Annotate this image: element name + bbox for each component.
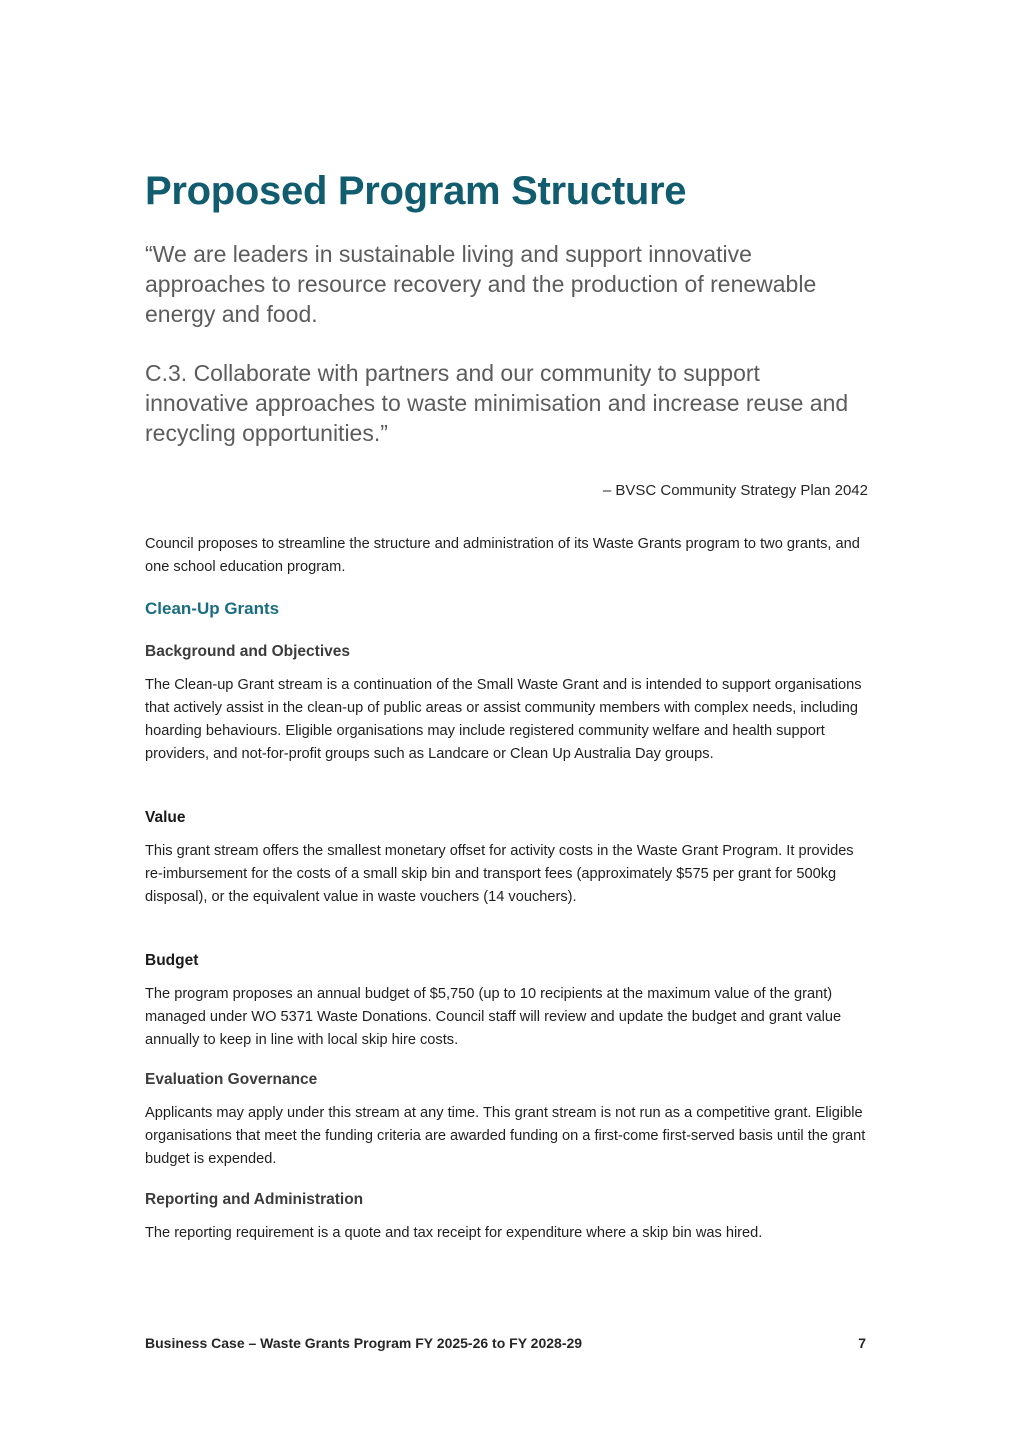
footer-document-title: Business Case – Waste Grants Program FY 2025-26 to FY 2028-29 xyxy=(145,1335,583,1351)
subheading-reporting-administration: Reporting and Administration xyxy=(145,1191,364,1208)
subheading-budget: Budget xyxy=(145,952,199,969)
intro-paragraph: Council proposes to streamline the structure and administration of its Waste Grants program to two grants, and one school education program. xyxy=(145,536,860,575)
subheading-evaluation-governance: Evaluation Governance xyxy=(145,1071,318,1088)
page-title: Proposed Program Structure xyxy=(145,169,687,213)
section-heading-clean-up-grants: Clean-Up Grants xyxy=(145,599,280,618)
evaluation-governance-paragraph: Applicants may apply under this stream at any time. This grant stream is not run as a competitive grant. Eligible organisations that meet the funding criteria are awarded funding on a first-come first-served basis until the grant budget is expended. xyxy=(145,1105,866,1167)
strategy-quote-paragraph-1: “We are leaders in sustainable living and support innovative approaches to resource recovery and the production of renewable energy and food. xyxy=(145,241,817,327)
page-number: 7 xyxy=(858,1335,866,1351)
background-objectives-paragraph: The Clean-up Grant stream is a continuation of the Small Waste Grant and is intended to support organisations that actively assist in the clean-up of public areas or assist community members with complex needs, including hoarding behaviours. Eligible organisations may include registered community welfare and health support providers, and not-for-profit groups such as Landcare or Clean Up Australia Day groups. xyxy=(145,677,862,762)
strategy-quote-paragraph-2: C.3. Collaborate with partners and our community to support innovative approaches to waste minimisation and increase reuse and recycling opportunities.” xyxy=(145,360,849,446)
budget-paragraph: The program proposes an annual budget of $5,750 (up to 10 recipients at the maximum value of the grant) managed under WO 5371 Waste Donations. Council staff will review and update the budget and grant value annually to keep in line with local skip hire costs. xyxy=(145,986,842,1048)
quote-attribution: – BVSC Community Strategy Plan 2042 xyxy=(602,482,868,499)
page-footer xyxy=(145,1332,870,1354)
document-page xyxy=(145,0,870,1430)
reporting-administration-paragraph: The reporting requirement is a quote and tax receipt for expenditure where a skip bin was hired. xyxy=(145,1225,763,1241)
value-paragraph: This grant stream offers the smallest monetary offset for activity costs in the Waste Grant Program. It provides re-imbursement for the costs of a small skip bin and transport fees (approximately $575 per grant for 500kg disposal), or the equivalent value in waste vouchers (14 vouchers). xyxy=(145,843,854,905)
subheading-background-objectives: Background and Objectives xyxy=(145,643,350,660)
subheading-value: Value xyxy=(145,809,186,826)
